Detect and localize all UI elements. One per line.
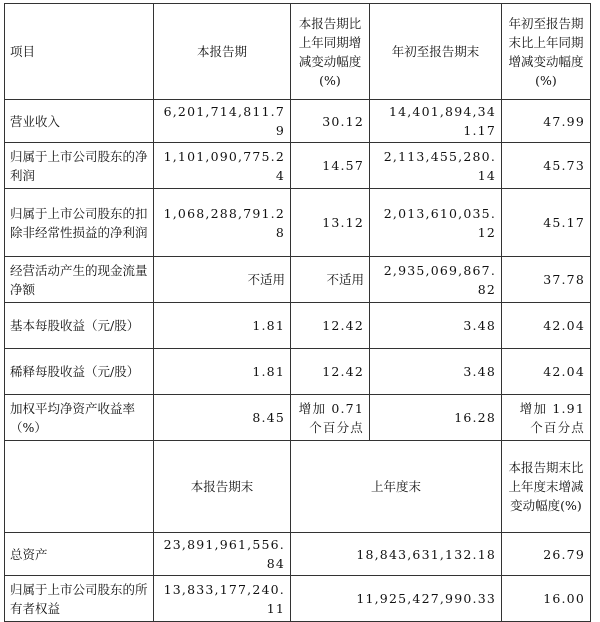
header-current-period: 本报告期 <box>154 4 291 100</box>
row-current: 不适用 <box>154 257 291 303</box>
row-current-change: 14.57 <box>291 143 370 189</box>
row-item: 经营活动产生的现金流量净额 <box>5 257 154 303</box>
header2-change: 本报告期末比上年度末增减变动幅度(%) <box>502 441 591 533</box>
row-item: 归属于上市公司股东的扣除非经常性损益的净利润 <box>5 189 154 257</box>
row-ytd: 2,935,069,867.82 <box>370 257 502 303</box>
row-current-change: 13.12 <box>291 189 370 257</box>
row-current: 1,068,288,791.28 <box>154 189 291 257</box>
row-current: 1.81 <box>154 303 291 349</box>
header-current-change: 本报告期比上年同期增减变动幅度(%) <box>291 4 370 100</box>
row-item: 归属于上市公司股东的所有者权益 <box>5 576 154 622</box>
row-item: 基本每股收益（元/股） <box>5 303 154 349</box>
table-row <box>5 533 591 576</box>
table-row <box>5 100 591 143</box>
table-row <box>5 576 591 622</box>
row-current-end: 13,833,177,240.11 <box>154 576 291 622</box>
header-item: 项目 <box>5 4 154 100</box>
table-header-row-2 <box>5 441 591 533</box>
row-current: 1.81 <box>154 349 291 395</box>
row-current-change: 12.42 <box>291 303 370 349</box>
row-ytd: 2,113,455,280.14 <box>370 143 502 189</box>
table-row <box>5 257 591 303</box>
row-ytd: 2,013,610,035.12 <box>370 189 502 257</box>
header2-current-end: 本报告期末 <box>154 441 291 533</box>
table-row <box>5 349 591 395</box>
row-ytd-change: 增加 1.91 个百分点 <box>502 395 591 441</box>
row-ytd: 16.28 <box>370 395 502 441</box>
header2-blank <box>5 441 154 533</box>
table-row <box>5 303 591 349</box>
row-ytd: 3.48 <box>370 349 502 395</box>
row-ytd-change: 42.04 <box>502 303 591 349</box>
table-row <box>5 189 591 257</box>
row-current-change: 12.42 <box>291 349 370 395</box>
row-current: 6,201,714,811.79 <box>154 100 291 143</box>
row-item: 总资产 <box>5 533 154 576</box>
row-current: 1,101,090,775.24 <box>154 143 291 189</box>
header-ytd-change: 年初至报告期末比上年同期增减变动幅度(%) <box>502 4 591 100</box>
row-current: 8.45 <box>154 395 291 441</box>
row-ytd-change: 37.78 <box>502 257 591 303</box>
row-current-change: 30.12 <box>291 100 370 143</box>
row-current-change: 增加 0.71 个百分点 <box>291 395 370 441</box>
header2-prior-year-end: 上年度末 <box>291 441 502 533</box>
row-ytd-change: 45.17 <box>502 189 591 257</box>
financial-table <box>4 3 591 622</box>
row-current-end: 23,891,961,556.84 <box>154 533 291 576</box>
row-ytd: 14,401,894,341.17 <box>370 100 502 143</box>
row-item: 归属于上市公司股东的净利润 <box>5 143 154 189</box>
header-ytd: 年初至报告期末 <box>370 4 502 100</box>
row-change: 16.00 <box>502 576 591 622</box>
row-ytd: 3.48 <box>370 303 502 349</box>
row-ytd-change: 42.04 <box>502 349 591 395</box>
row-item: 稀释每股收益（元/股） <box>5 349 154 395</box>
table-row <box>5 143 591 189</box>
row-ytd-change: 45.73 <box>502 143 591 189</box>
row-prior-year-end: 11,925,427,990.33 <box>291 576 502 622</box>
row-item: 营业收入 <box>5 100 154 143</box>
row-ytd-change: 47.99 <box>502 100 591 143</box>
table-row <box>5 395 591 441</box>
row-prior-year-end: 18,843,631,132.18 <box>291 533 502 576</box>
row-change: 26.79 <box>502 533 591 576</box>
table-header-row <box>5 4 591 100</box>
row-item: 加权平均净资产收益率（%） <box>5 395 154 441</box>
row-current-change: 不适用 <box>291 257 370 303</box>
